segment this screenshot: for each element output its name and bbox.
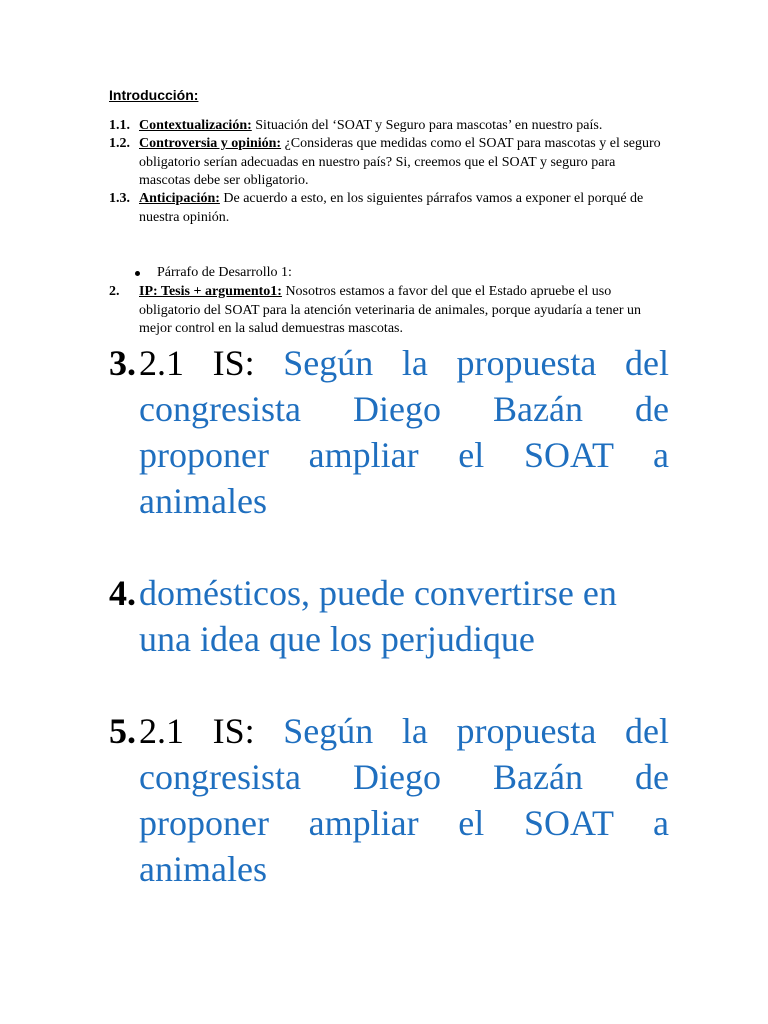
intro-item (109, 135, 661, 191)
item-text: domésticos, puede convertirse en una idea que los perjudique (139, 573, 617, 659)
item-text: Nosotros estamos a favor del que el Estado apruebe el uso obligatorio del SOAT para la atención veterinaria de animales, porque ayudaría a tener un mejor control en la salud demuestras mascotas. (139, 284, 641, 336)
large-item (109, 708, 669, 892)
item-text: Según la propuesta del congresista Diego Bazán de proponer ampliar el SOAT a animales (139, 343, 670, 521)
item-label: Anticipación: (139, 191, 220, 206)
large-item (109, 340, 669, 524)
item-text: De acuerdo a esto, en los siguientes párrafos vamos a exponer el porqué de nuestra opinión. (139, 191, 644, 225)
item-number: 5. (109, 711, 136, 751)
item-prefix: 2.1 IS: (139, 343, 255, 383)
item-number: 1.2. (109, 136, 130, 151)
section-heading: Introducción: (109, 87, 199, 103)
item-text: Según la propuesta del congresista Diego Bazán de proponer ampliar el SOAT a animales (139, 711, 670, 889)
intro-item (109, 190, 669, 227)
item-prefix: 2.1 IS: (139, 711, 255, 751)
item-number: 1.1. (109, 118, 130, 133)
item-text: Situación del ‘SOAT y Seguro para mascotas’ en nuestro país. (251, 118, 603, 133)
bullet-text: Párrafo de Desarrollo 1: (157, 265, 292, 280)
item-number: 3. (109, 343, 136, 383)
item-number: 4. (109, 573, 136, 613)
item-label: Contextualización: (139, 118, 252, 133)
item-label: Controversia y opinión: (139, 136, 282, 151)
item-number: 1.3. (109, 191, 130, 206)
bullet-dot-icon (135, 271, 140, 276)
intro-item (109, 117, 669, 136)
bullet-item (135, 265, 292, 281)
item-number: 2. (109, 284, 120, 299)
item-text: ¿Consideras que medidas como el SOAT para mascotas y el seguro obligatorio serían adecuadas en nuestro país? Si, creemos que el SOAT y seguro para mascotas debe ser obligatorio. (139, 136, 661, 188)
item-label: IP: Tesis + argumento1: (139, 284, 282, 299)
development-item (109, 283, 669, 339)
large-item (109, 570, 669, 662)
